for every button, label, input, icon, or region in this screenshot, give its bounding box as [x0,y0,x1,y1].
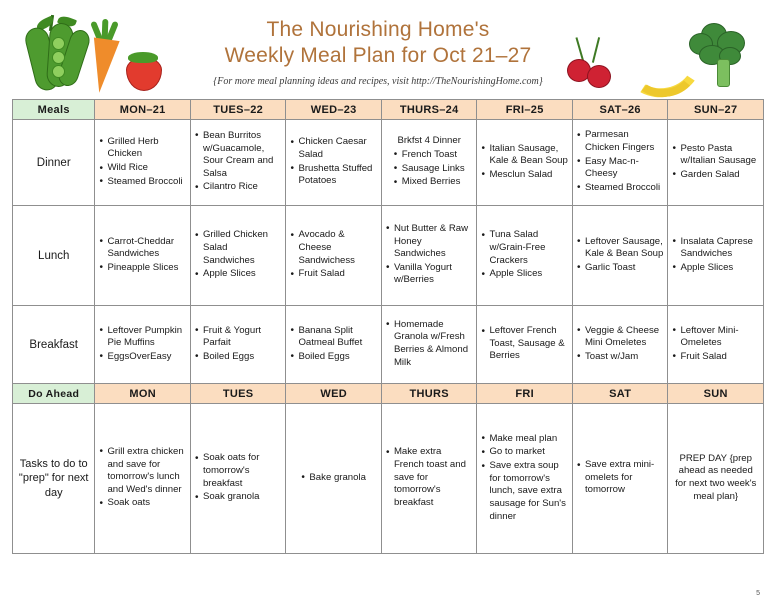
list-item: • Insalata Caprese Sandwiches [672,236,759,261]
banana-icon [621,27,691,89]
right-produce-illustration [563,9,758,95]
carrot-icon [80,21,126,93]
cell-breakfast-sat [572,306,668,384]
cell-prep-fri [477,404,573,554]
cell-dinner-mon [95,120,191,206]
list-item: • Apple Slices [195,268,282,281]
cell-dinner-fri [477,120,573,206]
list-item: • Grilled Chicken Salad Sandwiches [195,229,282,267]
table-row-prep [13,404,764,554]
cell-breakfast-fri [477,306,573,384]
doahead-day-header-tues: TUES [190,384,286,404]
day-header-wed: WED–23 [286,100,382,120]
list-item: • Homemade Granola w/Fresh Berries & Almond Milk [386,319,473,370]
doahead-day-header-wed: WED [286,384,382,404]
cherries-icon [565,31,621,89]
list-item: • Pineapple Slices [99,262,186,275]
cell-lunch-fri [477,206,573,306]
row-label-dinner: Dinner [13,120,95,206]
list-item: • Avocado & Cheese Sandwichess [290,229,377,267]
page-header [12,8,764,96]
page-title-line2: Weekly Meal Plan for Oct 21–27 [224,44,532,67]
list-item: • Boiled Eggs [290,351,377,364]
list-item: • Toast w/Jam [577,351,664,364]
list-item: • Grilled Herb Chicken [99,136,186,161]
list-item: • Leftover Sausage, Kale & Bean Soup [577,236,664,261]
meals-header: Meals [13,100,95,120]
list-item: • Leftover French Toast, Sausage & Berries [481,325,568,363]
strawberry-icon [122,49,166,93]
row-label-lunch: Lunch [13,206,95,306]
cell-breakfast-tues [190,306,286,384]
cell-lunch-sun [668,206,764,306]
day-header-mon: MON–21 [95,100,191,120]
row-label-breakfast: Breakfast [13,306,95,384]
cell-breakfast-sun [668,306,764,384]
cell-prep-wed [286,404,382,554]
list-item: • Nut Butter & Raw Honey Sandwiches [386,223,473,261]
list-item: • Soak oats [99,497,186,510]
list-item: • Leftover Pumpkin Pie Muffins [99,325,186,350]
cell-dinner-sun [668,120,764,206]
cell-prep-thurs [381,404,477,554]
list-item: • Sausage Links [394,163,465,176]
list-item: • Grill extra chicken and save for tomorrow's lunch and Wed's dinner [99,446,186,497]
doahead-header-row [13,384,764,404]
day-header-sun: SUN–27 [668,100,764,120]
list-item: • Parmesan Chicken Fingers [577,129,664,154]
day-header-tues: TUES–22 [190,100,286,120]
doahead-day-header-fri: FRI [477,384,573,404]
list-item: PREP DAY {prep ahead as needed for next two week's meal plan} [675,452,757,502]
page-title-line1: The Nourishing Home's [266,18,490,42]
cell-lunch-wed [286,206,382,306]
pea-pod-icon [24,15,86,93]
list-item: • Boiled Eggs [195,351,282,364]
list-item: • Make meal plan [481,433,568,446]
left-produce-illustration [18,9,193,95]
list-item: • Make extra French toast and save for tomorrow's breakfast [386,446,473,509]
meal-plan-table [12,99,764,554]
cell-breakfast-thurs [381,306,477,384]
list-item: • Brushetta Stuffed Potatoes [290,163,377,188]
cell-dinner-sat [572,120,668,206]
list-item: • Fruit Salad [290,268,377,281]
list-item: • Garden Salad [672,169,759,182]
day-header-thurs: THURS–24 [381,100,477,120]
list-item: • Fruit & Yogurt Parfait [195,325,282,350]
page-subtitle: {For more meal planning ideas and recipes, visit http://TheNourishingHome.com} [213,75,543,87]
list-item: • Mixed Berries [394,176,465,189]
list-item: • Pesto Pasta w/Italian Sausage [672,143,759,168]
cell-lunch-thurs [381,206,477,306]
list-item: • Steamed Broccoli [577,182,664,195]
cell-breakfast-mon [95,306,191,384]
table-header-row [13,100,764,120]
list-item: • Easy Mac-n-Cheesy [577,156,664,181]
doahead-day-header-thurs: THURS [381,384,477,404]
cell-prep-sun [668,404,764,554]
list-item: • Banana Split Oatmeal Buffet [290,325,377,350]
list-item: • Soak granola [195,491,282,504]
doahead-day-header-sat: SAT [572,384,668,404]
cell-dinner-thurs [381,120,477,206]
list-item: • Steamed Broccoli [99,176,186,189]
title-block [193,17,563,86]
list-item: • Save extra soup for tomorrow's lunch, save extra sausage for Sun's dinner [481,460,568,523]
cell-dinner-wed [286,120,382,206]
list-item: Brkfst 4 Dinner [397,135,461,147]
list-item: • Tuna Salad w/Grain-Free Crackers [481,229,568,267]
broccoli-icon [689,21,755,91]
list-item: • Soak oats for tomorrow's breakfast [195,452,282,490]
list-item: • Wild Rice [99,162,186,175]
cell-lunch-tues [190,206,286,306]
list-item: • Save extra mini-omelets for tomorrow [577,459,664,497]
cell-prep-sat [572,404,668,554]
list-item: • French Toast [394,149,465,162]
cell-dinner-tues [190,120,286,206]
list-item: • Bean Burritos w/Guacamole, Sour Cream and Salsa [195,130,282,181]
doahead-header: Do Ahead [13,384,95,404]
list-item: • Apple Slices [481,268,568,281]
list-item: • Chicken Caesar Salad [290,136,377,161]
day-header-fri: FRI–25 [477,100,573,120]
list-item: • EggsOverEasy [99,351,186,364]
list-item: • Mesclun Salad [481,169,568,182]
list-item: • Garlic Toast [577,262,664,275]
list-item: • Vanilla Yogurt w/Berries [386,262,473,287]
list-item: • Cilantro Rice [195,181,282,194]
page-number: 5 [756,590,760,597]
doahead-day-header-mon: MON [95,384,191,404]
list-item: • Carrot-Cheddar Sandwiches [99,236,186,261]
cell-breakfast-wed [286,306,382,384]
row-label-prep: Tasks to do to "prep" for next day [13,404,95,554]
doahead-day-header-sun: SUN [668,384,764,404]
day-header-sat: SAT–26 [572,100,668,120]
cell-lunch-sat [572,206,668,306]
list-item: • Go to market [481,446,568,459]
table-row-dinner [13,120,764,206]
list-item: • Italian Sausage, Kale & Bean Soup [481,143,568,168]
list-item: • Fruit Salad [672,351,759,364]
list-item: • Veggie & Cheese Mini Omeletes [577,325,664,350]
list-item: • Bake granola [301,472,366,485]
cell-prep-mon [95,404,191,554]
list-item: • Leftover Mini-Omeletes [672,325,759,350]
cell-lunch-mon [95,206,191,306]
table-row-lunch [13,206,764,306]
table-row-breakfast [13,306,764,384]
cell-prep-tues [190,404,286,554]
list-item: • Apple Slices [672,262,759,275]
